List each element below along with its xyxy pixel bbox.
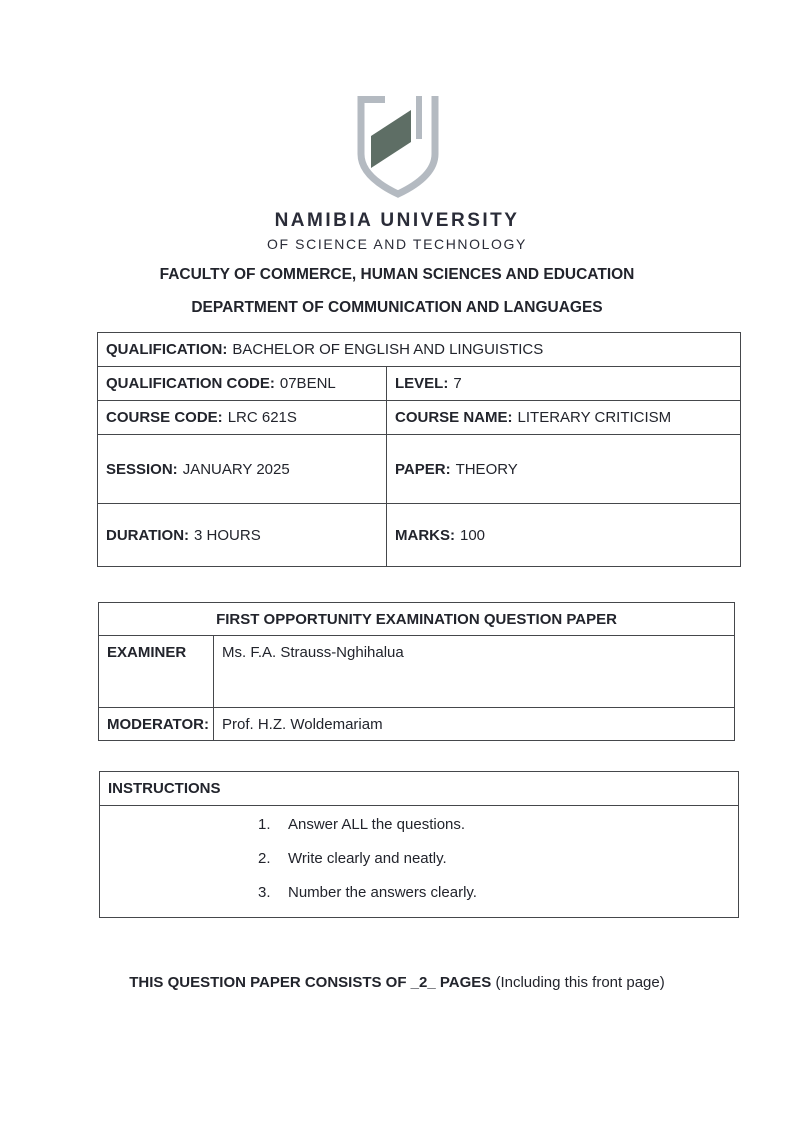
- list-item: [258, 815, 730, 835]
- paper-value: THEORY: [455, 460, 518, 478]
- level-value: 7: [453, 375, 462, 392]
- qualification-code-label: QUALIFICATION CODE:: [106, 375, 275, 392]
- list-item-number: 3.: [258, 884, 271, 901]
- table-row: [98, 367, 741, 401]
- exam-title-cell: FIRST OPPORTUNITY EXAMINATION QUESTION PAPER: [99, 603, 735, 636]
- session-value: JANUARY 2025: [182, 460, 290, 478]
- session-label: SESSION:: [106, 460, 178, 478]
- marks-label: MARKS:: [395, 526, 455, 544]
- course-details-table: [97, 332, 741, 567]
- table-row: [99, 603, 735, 636]
- page-count-bold: THIS QUESTION PAPER CONSISTS OF _2_ PAGES: [129, 974, 492, 991]
- page-count-regular: (Including this front page): [491, 974, 665, 991]
- university-tagline: OF SCIENCE AND TECHNOLOGY: [267, 236, 527, 252]
- table-row: [99, 708, 735, 741]
- instructions-title: INSTRUCTIONS: [100, 772, 739, 806]
- nust-shield-icon: [353, 92, 443, 204]
- list-item-text: Number the answers clearly.: [288, 884, 477, 901]
- paper-label: PAPER:: [395, 460, 451, 478]
- course-code-value: LRC 621S: [227, 409, 297, 426]
- qualification-label: QUALIFICATION:: [106, 341, 228, 358]
- instructions-table: [99, 771, 739, 918]
- duration-cell: [98, 504, 387, 567]
- paper-cell: [387, 435, 741, 504]
- table-row: [98, 435, 741, 504]
- table-row: [98, 504, 741, 567]
- instructions-body: [100, 806, 739, 918]
- qualification-value: BACHELOR OF ENGLISH AND LINGUISTICS: [232, 341, 544, 358]
- table-row: [100, 772, 739, 806]
- list-item-number: 1.: [258, 816, 271, 833]
- session-cell: [98, 435, 387, 504]
- list-item-number: 2.: [258, 850, 271, 867]
- faculty-heading: FACULTY OF COMMERCE, HUMAN SCIENCES AND EDUCATION: [159, 266, 635, 283]
- course-name-label: COURSE NAME:: [395, 409, 513, 426]
- table-row: [99, 636, 735, 708]
- table-row: [100, 806, 739, 918]
- department-heading: DEPARTMENT OF COMMUNICATION AND LANGUAGES: [191, 299, 603, 316]
- qualification-code-value: 07BENL: [279, 375, 336, 392]
- qualification-cell: [98, 333, 741, 367]
- course-code-cell: [98, 401, 387, 435]
- list-item: [258, 849, 730, 869]
- course-name-cell: [387, 401, 741, 435]
- page-count-note: [0, 974, 794, 991]
- university-name: NAMIBIA UNIVERSITY: [274, 210, 520, 231]
- level-cell: [387, 367, 741, 401]
- examiner-value: Ms. F.A. Strauss-Nghihalua: [214, 636, 735, 708]
- university-logo: [353, 92, 443, 204]
- examiner-label: EXAMINER: [99, 636, 214, 708]
- course-name-value: LITERARY CRITICISM: [517, 409, 672, 426]
- duration-label: DURATION:: [106, 526, 190, 544]
- moderator-label: MODERATOR:: [99, 708, 214, 741]
- marks-cell: [387, 504, 741, 567]
- examination-table: [98, 602, 735, 741]
- level-label: LEVEL:: [395, 375, 449, 392]
- qualification-code-cell: [98, 367, 387, 401]
- list-item-text: Answer ALL the questions.: [288, 816, 466, 833]
- marks-value: 100: [460, 526, 486, 544]
- list-item-text: Write clearly and neatly.: [288, 850, 447, 867]
- moderator-value: Prof. H.Z. Woldemariam: [214, 708, 735, 741]
- table-row: [98, 401, 741, 435]
- table-row: [98, 333, 741, 367]
- duration-value: 3 HOURS: [194, 526, 261, 544]
- course-code-label: COURSE CODE:: [106, 409, 223, 426]
- list-item: [258, 883, 730, 903]
